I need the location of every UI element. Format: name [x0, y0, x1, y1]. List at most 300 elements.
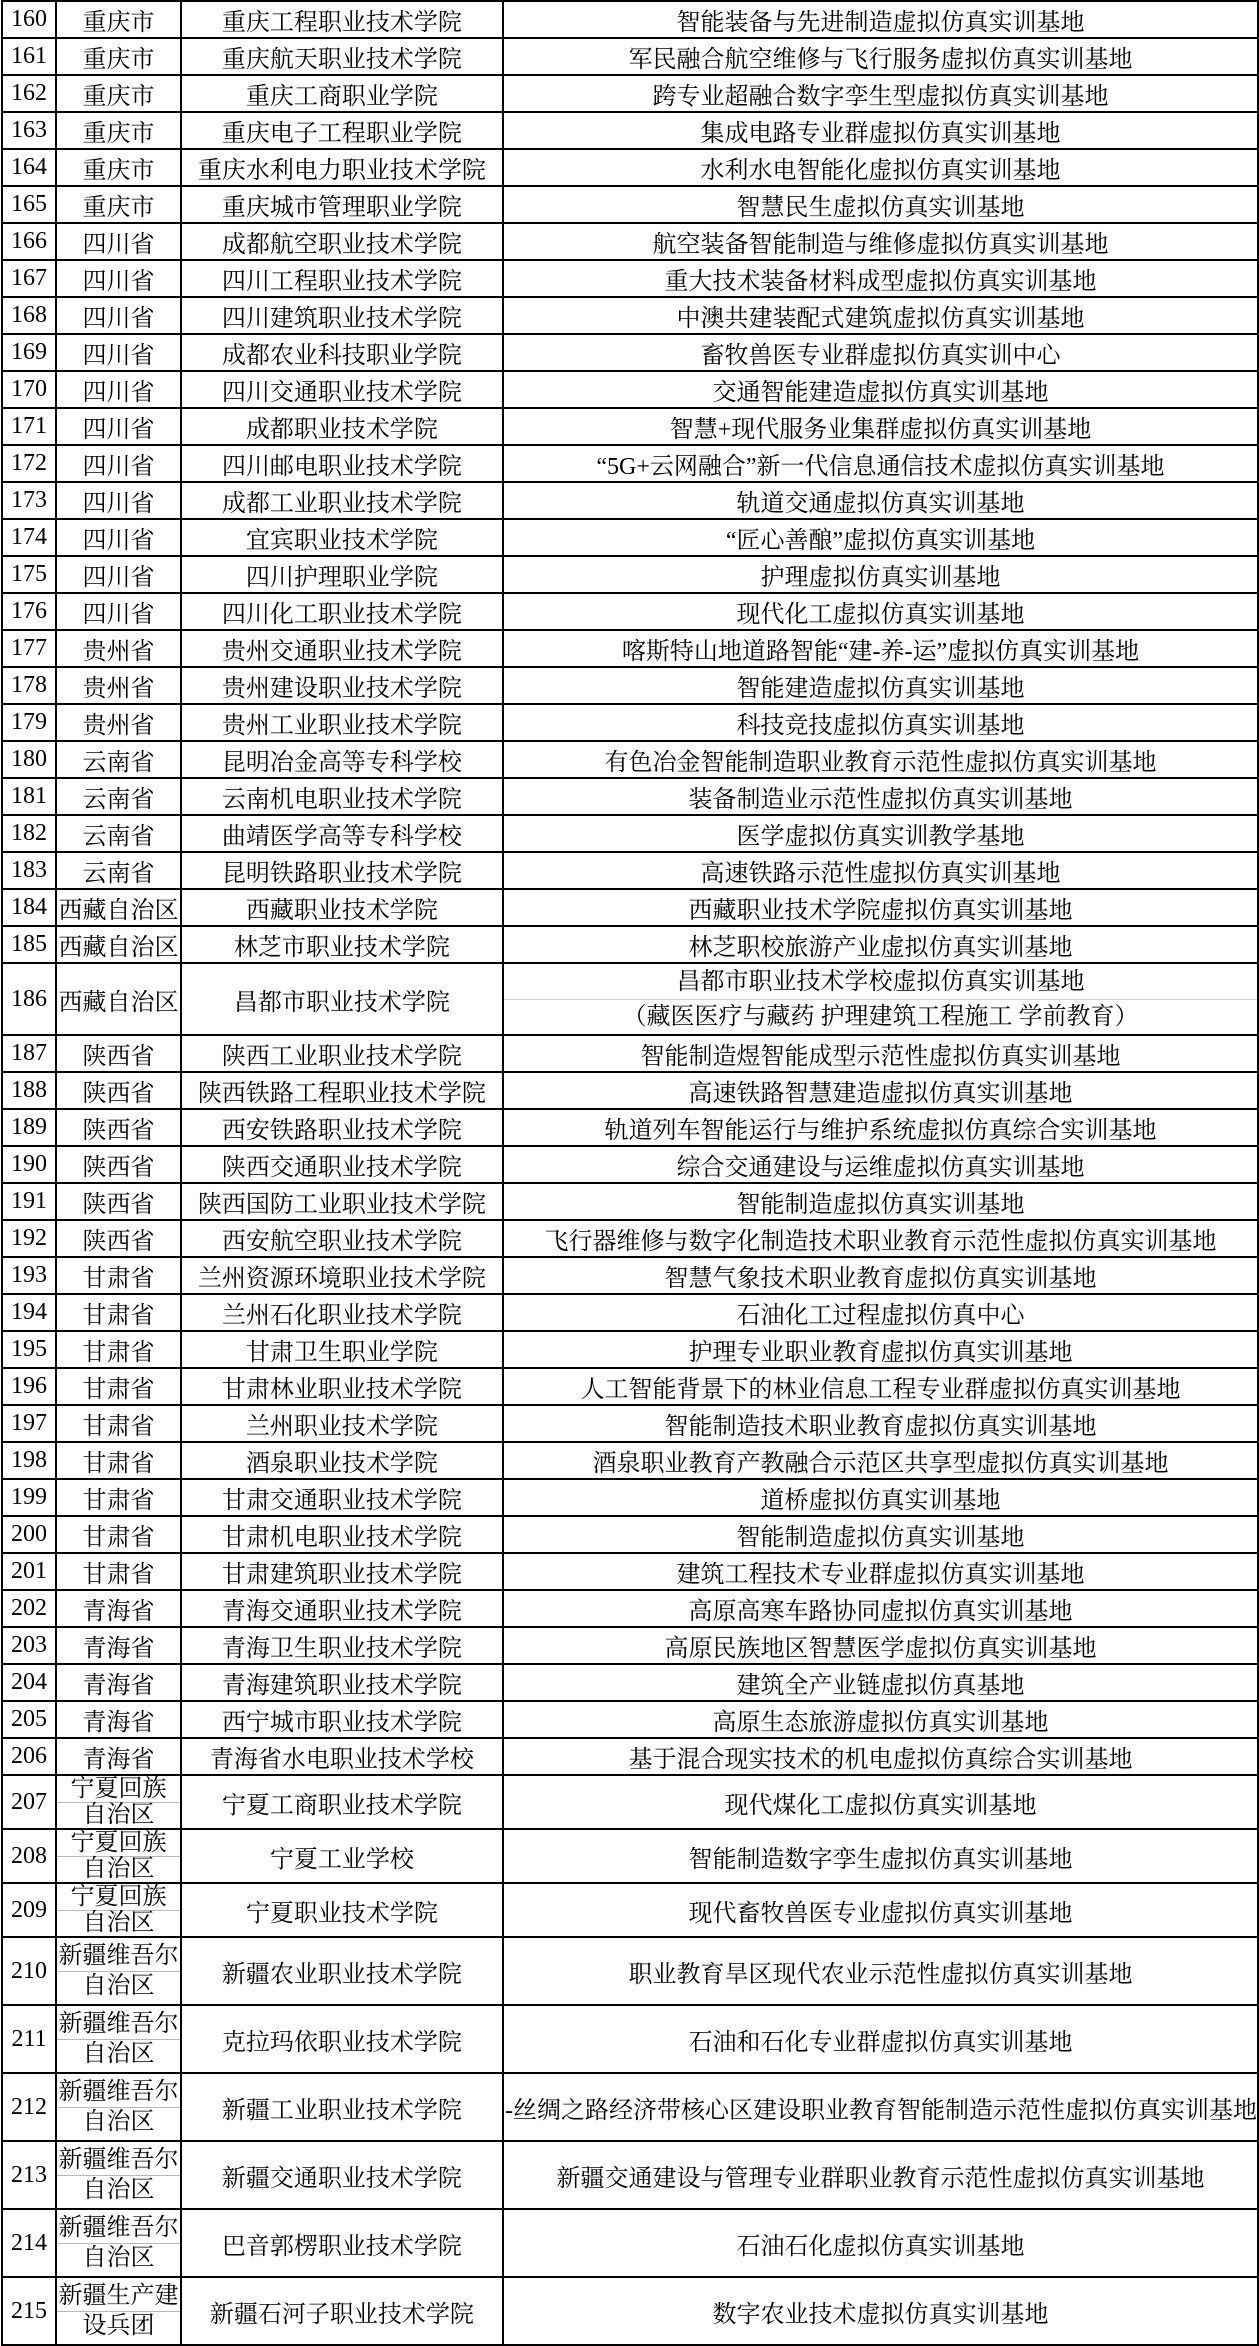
cell-base-name: 基于混合现实技术的机电虚拟仿真综合实训基地 [503, 1738, 1258, 1775]
cell-school: 宁夏职业技术学院 [181, 1883, 503, 1937]
cell-province: 四川省 [56, 223, 181, 260]
cell-school: 昆明铁路职业技术学院 [181, 852, 503, 889]
table-row [2, 852, 1258, 889]
cell-row-number: 211 [2, 2005, 56, 2073]
cell-province: 重庆市 [56, 149, 181, 186]
cell-school: 昆明冶金高等专科学校 [181, 741, 503, 778]
cell-base-name: 智能制造煜智能成型示范性虚拟仿真实训基地 [503, 1035, 1258, 1072]
cell-base-name: 智能制造技术职业教育虚拟仿真实训基地 [503, 1405, 1258, 1442]
cell-province [56, 2277, 181, 2345]
cell-province [56, 2209, 181, 2277]
cell-base-name: 集成电路专业群虚拟仿真实训基地 [503, 112, 1258, 149]
cell-row-number: 174 [2, 519, 56, 556]
cell-base-name: 航空装备智能制造与维修虚拟仿真实训基地 [503, 223, 1258, 260]
cell-row-number: 197 [2, 1405, 56, 1442]
table-row [2, 1701, 1258, 1738]
cell-province: 四川省 [56, 445, 181, 482]
table-row [2, 297, 1258, 334]
cell-province: 西藏自治区 [56, 963, 181, 1035]
table-row [2, 408, 1258, 445]
cell-row-number: 178 [2, 667, 56, 704]
cell-province: 四川省 [56, 556, 181, 593]
cell-school: 四川工程职业技术学院 [181, 260, 503, 297]
table-row [2, 1331, 1258, 1368]
cell-province: 甘肃省 [56, 1405, 181, 1442]
table-row [2, 1294, 1258, 1331]
province-line: 宁夏回族 [57, 1885, 180, 1911]
cell-province: 贵州省 [56, 630, 181, 667]
cell-province: 云南省 [56, 741, 181, 778]
province-line: 新疆维吾尔 [57, 1942, 180, 1972]
province-line: 新疆维吾尔 [57, 2010, 180, 2040]
cell-base-name: 现代煤化工虚拟仿真实训基地 [503, 1775, 1258, 1829]
cell-province: 陕西省 [56, 1072, 181, 1109]
cell-row-number: 209 [2, 1883, 56, 1937]
cell-school: 青海交通职业技术学院 [181, 1590, 503, 1627]
province-line: 自治区 [82, 1972, 155, 1999]
cell-base-name: 林芝职校旅游产业虚拟仿真实训基地 [503, 926, 1258, 963]
table-row [2, 1829, 1258, 1883]
table-row [2, 704, 1258, 741]
cell-province: 重庆市 [56, 38, 181, 75]
table-row [2, 223, 1258, 260]
cell-school: 重庆城市管理职业学院 [181, 186, 503, 223]
cell-row-number: 181 [2, 778, 56, 815]
cell-school: 林芝市职业技术学院 [181, 926, 503, 963]
cell-row-number: 193 [2, 1257, 56, 1294]
cell-province: 重庆市 [56, 112, 181, 149]
cell-base-name: 建筑全产业链虚拟仿真基地 [503, 1664, 1258, 1701]
cell-school: 成都工业职业技术学院 [181, 482, 503, 519]
cell-province: 西藏自治区 [56, 926, 181, 963]
cell-row-number: 194 [2, 1294, 56, 1331]
cell-row-number: 190 [2, 1146, 56, 1183]
cell-school: 新疆交通职业技术学院 [181, 2141, 503, 2209]
province-line: 自治区 [82, 2176, 155, 2203]
cell-base-name: 高速铁路示范性虚拟仿真实训基地 [503, 852, 1258, 889]
table-row [2, 1183, 1258, 1220]
cell-school: 青海省水电职业技术学校 [181, 1738, 503, 1775]
table-row [2, 741, 1258, 778]
cell-row-number: 173 [2, 482, 56, 519]
table-row [2, 519, 1258, 556]
cell-row-number: 161 [2, 38, 56, 75]
cell-row-number: 214 [2, 2209, 56, 2277]
cell-base-name: 智慧气象技术职业教育虚拟仿真实训基地 [503, 1257, 1258, 1294]
table-row [2, 2209, 1258, 2277]
cell-base-name: 职业教育旱区现代农业示范性虚拟仿真实训基地 [503, 1937, 1258, 2005]
cell-base-name: 智能建造虚拟仿真实训基地 [503, 667, 1258, 704]
cell-province: 四川省 [56, 593, 181, 630]
table-row [2, 1479, 1258, 1516]
province-line: 宁夏回族 [57, 1831, 180, 1857]
cell-school: 重庆工程职业技术学院 [181, 1, 503, 38]
base-name-line: （藏医医疗与藏药 护理建筑工程施工 学前教育） [622, 1003, 1139, 1030]
table-row [2, 926, 1258, 963]
cell-province: 贵州省 [56, 667, 181, 704]
cell-base-name: 现代化工虚拟仿真实训基地 [503, 593, 1258, 630]
table-row [2, 963, 1258, 1035]
cell-province: 四川省 [56, 482, 181, 519]
cell-base-name: 综合交通建设与运维虚拟仿真实训基地 [503, 1146, 1258, 1183]
cell-school: 甘肃卫生职业学院 [181, 1331, 503, 1368]
cell-row-number: 171 [2, 408, 56, 445]
cell-row-number: 188 [2, 1072, 56, 1109]
table-row [2, 2005, 1258, 2073]
cell-row-number: 166 [2, 223, 56, 260]
cell-row-number: 179 [2, 704, 56, 741]
cell-province: 青海省 [56, 1627, 181, 1664]
cell-row-number: 180 [2, 741, 56, 778]
cell-base-name: 水利水电智能化虚拟仿真实训基地 [503, 149, 1258, 186]
cell-base-name: 喀斯特山地道路智能“建-养-运”虚拟仿真实训基地 [503, 630, 1258, 667]
cell-base-name: 畜牧兽医专业群虚拟仿真实训中心 [503, 334, 1258, 371]
cell-base-name: 护理虚拟仿真实训基地 [503, 556, 1258, 593]
cell-row-number: 195 [2, 1331, 56, 1368]
cell-province: 陕西省 [56, 1109, 181, 1146]
cell-school: 贵州建设职业技术学院 [181, 667, 503, 704]
cell-school: 克拉玛依职业技术学院 [181, 2005, 503, 2073]
province-line: 设兵团 [82, 2312, 155, 2339]
cell-row-number: 199 [2, 1479, 56, 1516]
cell-row-number: 184 [2, 889, 56, 926]
cell-base-name: 护理专业职业教育虚拟仿真实训基地 [503, 1331, 1258, 1368]
cell-base-name: 智能制造虚拟仿真实训基地 [503, 1183, 1258, 1220]
cell-school: 宁夏工业学校 [181, 1829, 503, 1883]
cell-province: 四川省 [56, 519, 181, 556]
cell-base-name: “匠心善酿”虚拟仿真实训基地 [503, 519, 1258, 556]
cell-row-number: 170 [2, 371, 56, 408]
cell-school: 甘肃机电职业技术学院 [181, 1516, 503, 1553]
cell-base-name [503, 2073, 1258, 2141]
cell-row-number: 177 [2, 630, 56, 667]
cell-base-name: 新疆交通建设与管理专业群职业教育示范性虚拟仿真实训基地 [503, 2141, 1258, 2209]
cell-province: 贵州省 [56, 704, 181, 741]
cell-school: 宜宾职业技术学院 [181, 519, 503, 556]
table-row [2, 1405, 1258, 1442]
table-row [2, 1257, 1258, 1294]
cell-province: 陕西省 [56, 1220, 181, 1257]
table-row [2, 1775, 1258, 1829]
cell-row-number: 203 [2, 1627, 56, 1664]
cell-row-number: 213 [2, 2141, 56, 2209]
cell-row-number: 196 [2, 1368, 56, 1405]
province-line: 自治区 [82, 1909, 155, 1936]
cell-school: 新疆石河子职业技术学院 [181, 2277, 503, 2345]
table-row [2, 38, 1258, 75]
cell-row-number: 200 [2, 1516, 56, 1553]
table-row [2, 1553, 1258, 1590]
table-row [2, 1937, 1258, 2005]
cell-school: 重庆电子工程职业学院 [181, 112, 503, 149]
cell-school: 成都农业科技职业学院 [181, 334, 503, 371]
table-row [2, 445, 1258, 482]
cell-base-name: 建筑工程技术专业群虚拟仿真实训基地 [503, 1553, 1258, 1590]
province-line: 新疆维吾尔 [57, 2078, 180, 2108]
cell-base-name: 智能制造虚拟仿真实训基地 [503, 1516, 1258, 1553]
province-line: 新疆生产建 [57, 2282, 180, 2312]
table-row [2, 889, 1258, 926]
cell-base-name: 数字农业技术虚拟仿真实训基地 [503, 2277, 1258, 2345]
base-name-overflowing: -丝绸之路经济带核心区建设职业教育智能制造示范性虚拟仿真实训基地 [504, 2097, 1257, 2124]
cell-province: 重庆市 [56, 75, 181, 112]
table-row [2, 149, 1258, 186]
province-line: 宁夏回族 [57, 1777, 180, 1803]
province-line: 新疆维吾尔 [57, 2214, 180, 2244]
cell-row-number: 207 [2, 1775, 56, 1829]
cell-school: 西藏职业技术学院 [181, 889, 503, 926]
cell-school: 西安铁路职业技术学院 [181, 1109, 503, 1146]
cell-row-number: 172 [2, 445, 56, 482]
province-line: 自治区 [82, 1801, 155, 1828]
cell-school: 酒泉职业技术学院 [181, 1442, 503, 1479]
cell-base-name: 酒泉职业教育产教融合示范区共享型虚拟仿真实训基地 [503, 1442, 1258, 1479]
cell-base-name: 石油和石化专业群虚拟仿真实训基地 [503, 2005, 1258, 2073]
table-row [2, 556, 1258, 593]
cell-school: 四川建筑职业技术学院 [181, 297, 503, 334]
cell-province: 青海省 [56, 1738, 181, 1775]
cell-base-name: 石油石化虚拟仿真实训基地 [503, 2209, 1258, 2277]
cell-school: 重庆航天职业技术学院 [181, 38, 503, 75]
cell-row-number: 168 [2, 297, 56, 334]
cell-school: 贵州交通职业技术学院 [181, 630, 503, 667]
cell-row-number: 215 [2, 2277, 56, 2345]
province-line: 自治区 [82, 1855, 155, 1882]
cell-school: 新疆工业职业技术学院 [181, 2073, 503, 2141]
cell-base-name: 交通智能建造虚拟仿真实训基地 [503, 371, 1258, 408]
cell-row-number: 205 [2, 1701, 56, 1738]
cell-province: 青海省 [56, 1664, 181, 1701]
table-row [2, 815, 1258, 852]
cell-row-number: 162 [2, 75, 56, 112]
cell-province: 重庆市 [56, 1, 181, 38]
cell-province: 青海省 [56, 1590, 181, 1627]
cell-school: 甘肃交通职业技术学院 [181, 1479, 503, 1516]
cell-province: 四川省 [56, 297, 181, 334]
cell-row-number: 187 [2, 1035, 56, 1072]
table-row [2, 593, 1258, 630]
cell-province [56, 2073, 181, 2141]
cell-base-name: 智能装备与先进制造虚拟仿真实训基地 [503, 1, 1258, 38]
cell-school: 四川化工职业技术学院 [181, 593, 503, 630]
cell-province [56, 1937, 181, 2005]
table-row [2, 186, 1258, 223]
table-row [2, 75, 1258, 112]
table-row [2, 667, 1258, 704]
table-row [2, 1738, 1258, 1775]
training-base-table [1, 0, 1259, 2346]
cell-province: 甘肃省 [56, 1331, 181, 1368]
table-row [2, 371, 1258, 408]
table-row [2, 1442, 1258, 1479]
cell-row-number: 164 [2, 149, 56, 186]
cell-base-name: 科技竞技虚拟仿真实训基地 [503, 704, 1258, 741]
table-body [2, 1, 1258, 2345]
cell-row-number: 182 [2, 815, 56, 852]
cell-row-number: 165 [2, 186, 56, 223]
cell-school: 云南机电职业技术学院 [181, 778, 503, 815]
cell-school: 四川护理职业学院 [181, 556, 503, 593]
cell-base-name: 重大技术装备材料成型虚拟仿真实训基地 [503, 260, 1258, 297]
table-row [2, 2277, 1258, 2345]
cell-school: 陕西工业职业技术学院 [181, 1035, 503, 1072]
table-row [2, 1109, 1258, 1146]
cell-school: 贵州工业职业技术学院 [181, 704, 503, 741]
cell-base-name: 智慧+现代服务业集群虚拟仿真实训基地 [503, 408, 1258, 445]
cell-province: 西藏自治区 [56, 889, 181, 926]
cell-row-number: 185 [2, 926, 56, 963]
cell-row-number: 167 [2, 260, 56, 297]
cell-base-name: 石油化工过程虚拟仿真中心 [503, 1294, 1258, 1331]
cell-school: 兰州石化职业技术学院 [181, 1294, 503, 1331]
cell-school: 陕西国防工业职业技术学院 [181, 1183, 503, 1220]
cell-row-number: 183 [2, 852, 56, 889]
table-row [2, 1627, 1258, 1664]
cell-province: 甘肃省 [56, 1368, 181, 1405]
table-row [2, 1146, 1258, 1183]
cell-row-number: 176 [2, 593, 56, 630]
cell-province: 甘肃省 [56, 1553, 181, 1590]
cell-base-name [503, 963, 1258, 1035]
cell-row-number: 186 [2, 963, 56, 1035]
cell-base-name: 中澳共建装配式建筑虚拟仿真实训基地 [503, 297, 1258, 334]
cell-row-number: 192 [2, 1220, 56, 1257]
cell-province: 四川省 [56, 260, 181, 297]
base-name-line: 昌都市职业技术学校虚拟仿真实训基地 [504, 965, 1257, 1000]
cell-province [56, 2141, 181, 2209]
cell-row-number: 204 [2, 1664, 56, 1701]
table-row [2, 112, 1258, 149]
cell-base-name: 飞行器维修与数字化制造技术职业教育示范性虚拟仿真实训基地 [503, 1220, 1258, 1257]
table-row [2, 260, 1258, 297]
cell-province: 四川省 [56, 408, 181, 445]
table-row [2, 1, 1258, 38]
cell-province: 甘肃省 [56, 1479, 181, 1516]
cell-school: 新疆农业职业技术学院 [181, 1937, 503, 2005]
cell-row-number: 208 [2, 1829, 56, 1883]
cell-row-number: 163 [2, 112, 56, 149]
cell-school: 昌都市职业技术学院 [181, 963, 503, 1035]
cell-school: 陕西铁路工程职业技术学院 [181, 1072, 503, 1109]
table-row [2, 1590, 1258, 1627]
cell-province [56, 1775, 181, 1829]
cell-school: 成都航空职业技术学院 [181, 223, 503, 260]
cell-school: 曲靖医学高等专科学校 [181, 815, 503, 852]
cell-school: 甘肃建筑职业技术学院 [181, 1553, 503, 1590]
cell-school: 西宁城市职业技术学院 [181, 1701, 503, 1738]
cell-base-name: 高原民族地区智慧医学虚拟仿真实训基地 [503, 1627, 1258, 1664]
cell-base-name: 跨专业超融合数字孪生型虚拟仿真实训基地 [503, 75, 1258, 112]
cell-base-name: 轨道交通虚拟仿真实训基地 [503, 482, 1258, 519]
cell-base-name: 有色冶金智能制造职业教育示范性虚拟仿真实训基地 [503, 741, 1258, 778]
cell-province: 甘肃省 [56, 1294, 181, 1331]
cell-province: 四川省 [56, 371, 181, 408]
province-line: 自治区 [82, 2040, 155, 2067]
province-line: 新疆维吾尔 [57, 2146, 180, 2176]
cell-row-number: 212 [2, 2073, 56, 2141]
cell-base-name: 智能制造数字孪生虚拟仿真实训基地 [503, 1829, 1258, 1883]
table-row [2, 630, 1258, 667]
cell-province: 云南省 [56, 778, 181, 815]
cell-base-name: 道桥虚拟仿真实训基地 [503, 1479, 1258, 1516]
cell-province: 云南省 [56, 815, 181, 852]
cell-province: 陕西省 [56, 1146, 181, 1183]
table-row [2, 1072, 1258, 1109]
table-row [2, 2073, 1258, 2141]
table-row [2, 1664, 1258, 1701]
cell-row-number: 210 [2, 1937, 56, 2005]
cell-row-number: 206 [2, 1738, 56, 1775]
cell-base-name: 装备制造业示范性虚拟仿真实训基地 [503, 778, 1258, 815]
table-row [2, 2141, 1258, 2209]
cell-row-number: 191 [2, 1183, 56, 1220]
table-row [2, 1516, 1258, 1553]
cell-province: 甘肃省 [56, 1257, 181, 1294]
cell-school: 成都职业技术学院 [181, 408, 503, 445]
province-line: 自治区 [82, 2244, 155, 2271]
cell-base-name: 高原高寒车路协同虚拟仿真实训基地 [503, 1590, 1258, 1627]
cell-province: 四川省 [56, 334, 181, 371]
cell-school: 四川交通职业技术学院 [181, 371, 503, 408]
cell-base-name: 人工智能背景下的林业信息工程专业群虚拟仿真实训基地 [503, 1368, 1258, 1405]
cell-base-name: “5G+云网融合”新一代信息通信技术虚拟仿真实训基地 [503, 445, 1258, 482]
cell-province [56, 2005, 181, 2073]
cell-province [56, 1883, 181, 1937]
table-row [2, 1035, 1258, 1072]
cell-row-number: 198 [2, 1442, 56, 1479]
cell-province: 陕西省 [56, 1035, 181, 1072]
cell-row-number: 160 [2, 1, 56, 38]
cell-school: 重庆水利电力职业技术学院 [181, 149, 503, 186]
cell-school: 陕西交通职业技术学院 [181, 1146, 503, 1183]
cell-province: 甘肃省 [56, 1442, 181, 1479]
cell-school: 甘肃林业职业技术学院 [181, 1368, 503, 1405]
cell-school: 四川邮电职业技术学院 [181, 445, 503, 482]
table-row [2, 778, 1258, 815]
cell-school: 西安航空职业技术学院 [181, 1220, 503, 1257]
cell-school: 兰州职业技术学院 [181, 1405, 503, 1442]
cell-row-number: 202 [2, 1590, 56, 1627]
cell-row-number: 169 [2, 334, 56, 371]
cell-province: 陕西省 [56, 1183, 181, 1220]
cell-province: 甘肃省 [56, 1516, 181, 1553]
cell-province [56, 1829, 181, 1883]
province-line: 自治区 [82, 2108, 155, 2135]
cell-base-name: 高速铁路智慧建造虚拟仿真实训基地 [503, 1072, 1258, 1109]
cell-row-number: 201 [2, 1553, 56, 1590]
cell-school: 青海卫生职业技术学院 [181, 1627, 503, 1664]
cell-row-number: 189 [2, 1109, 56, 1146]
table-row [2, 1883, 1258, 1937]
cell-school: 巴音郭楞职业技术学院 [181, 2209, 503, 2277]
cell-school: 兰州资源环境职业技术学院 [181, 1257, 503, 1294]
cell-base-name: 西藏职业技术学院虚拟仿真实训基地 [503, 889, 1258, 926]
table-row [2, 1368, 1258, 1405]
cell-school: 重庆工商职业学院 [181, 75, 503, 112]
cell-base-name: 医学虚拟仿真实训教学基地 [503, 815, 1258, 852]
cell-province: 云南省 [56, 852, 181, 889]
table-row [2, 334, 1258, 371]
cell-row-number: 175 [2, 556, 56, 593]
cell-base-name: 轨道列车智能运行与维护系统虚拟仿真综合实训基地 [503, 1109, 1258, 1146]
cell-province: 重庆市 [56, 186, 181, 223]
cell-school: 青海建筑职业技术学院 [181, 1664, 503, 1701]
cell-base-name: 智慧民生虚拟仿真实训基地 [503, 186, 1258, 223]
cell-school: 宁夏工商职业技术学院 [181, 1775, 503, 1829]
table-row [2, 482, 1258, 519]
cell-base-name: 现代畜牧兽医专业虚拟仿真实训基地 [503, 1883, 1258, 1937]
cell-base-name: 高原生态旅游虚拟仿真实训基地 [503, 1701, 1258, 1738]
